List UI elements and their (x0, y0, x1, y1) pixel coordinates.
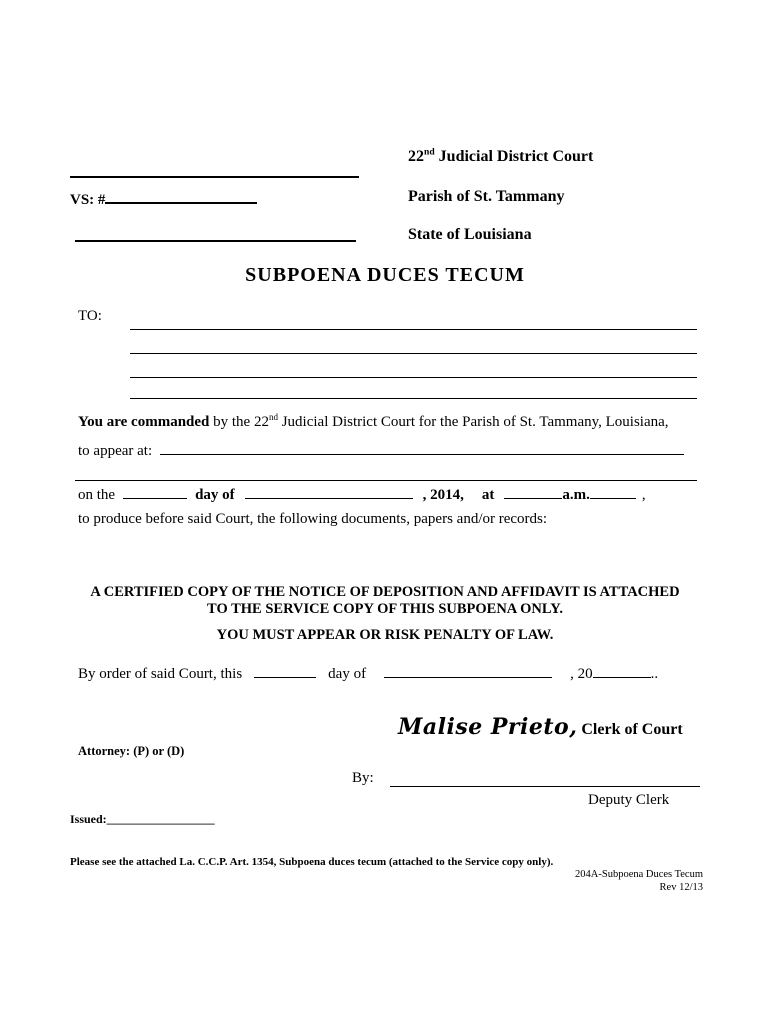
by-order-row (78, 664, 658, 683)
command-bold: You are commanded (78, 414, 210, 430)
court-number-ordinal: nd (424, 146, 435, 158)
state-name: State of Louisiana (408, 226, 532, 243)
order-year-line[interactable] (593, 664, 651, 678)
command-ordinal: nd (268, 412, 278, 422)
appear-location-line-2[interactable] (75, 464, 697, 481)
year-label: , 2014, (422, 487, 464, 503)
produce-instruction: to produce before said Court, the following documents, papers and/or records: (78, 511, 548, 527)
clerk-title: Clerk of Court (577, 721, 683, 738)
time-line[interactable] (504, 485, 562, 499)
order-day-of-label: day of (328, 666, 367, 682)
order-month-line[interactable] (384, 664, 552, 678)
court-number: 22 (408, 148, 424, 165)
command-mid: by the 22 (209, 414, 269, 430)
defendant-caption-line[interactable] (75, 222, 356, 242)
time-line-2[interactable] (590, 485, 636, 499)
parish-name: Parish of St. Tammany (408, 188, 565, 205)
addressee-line-4[interactable] (130, 382, 697, 399)
deputy-clerk-signature-line[interactable] (390, 770, 700, 787)
certified-notice-line-2: TO THE SERVICE COPY OF THIS SUBPOENA ONLY. (207, 601, 563, 617)
court-name-rest: Judicial District Court (434, 148, 594, 165)
form-revision: Rev 12/13 (659, 882, 703, 893)
addressee-line-1[interactable] (130, 313, 697, 330)
schedule-row (78, 485, 646, 504)
command-rest: Judicial District Court for the Parish of St. Tammany, Louisiana, (277, 414, 669, 430)
order-year-prefix: , 20 (570, 666, 593, 682)
to-label: TO: (78, 308, 102, 324)
schedule-comma: , (641, 487, 646, 503)
clerk-signature-row (398, 714, 683, 740)
month-line[interactable] (245, 485, 413, 499)
appear-location-line[interactable] (160, 441, 684, 455)
form-number: 204A-Subpoena Duces Tecum (575, 869, 703, 880)
footer-note: Please see the attached La. C.C.P. Art. 1354, Subpoena duces tecum (attached to the Service copy only). (70, 856, 554, 868)
attorney-label: Attorney: (P) or (D) (78, 744, 185, 758)
vs-number-row (70, 189, 257, 209)
order-day-line[interactable] (254, 664, 316, 678)
order-trail: .. (650, 666, 659, 682)
plaintiff-caption-line[interactable] (70, 158, 359, 178)
at-label: at (481, 487, 495, 503)
command-paragraph (78, 414, 700, 431)
by-order-lead: By order of said Court, this (78, 666, 243, 682)
appear-warning: YOU MUST APPEAR OR RISK PENALTY OF LAW. (216, 627, 554, 643)
appear-row (78, 441, 684, 460)
vs-number-line[interactable] (105, 189, 257, 204)
deputy-clerk-label: Deputy Clerk (588, 792, 670, 808)
document-title: SUBPOENA DUCES TECUM (245, 264, 525, 286)
addressee-line-3[interactable] (130, 361, 697, 378)
day-of-label: day of (195, 487, 235, 503)
by-label: By: (352, 770, 374, 786)
on-the-label: on the (78, 487, 116, 503)
issued-label[interactable]: Issued:__________________ (70, 812, 215, 826)
clerk-signature: Malise Prieto, (398, 714, 578, 740)
vs-label: VS: # (70, 192, 106, 208)
day-number-line[interactable] (123, 485, 187, 499)
court-name (408, 148, 593, 166)
certified-notice-line-1: A CERTIFIED COPY OF THE NOTICE OF DEPOSITION AND AFFIDAVIT IS ATTACHED (90, 584, 680, 600)
appear-label: to appear at: (78, 443, 153, 459)
addressee-line-2[interactable] (130, 337, 697, 354)
am-label: a.m. (562, 487, 590, 503)
